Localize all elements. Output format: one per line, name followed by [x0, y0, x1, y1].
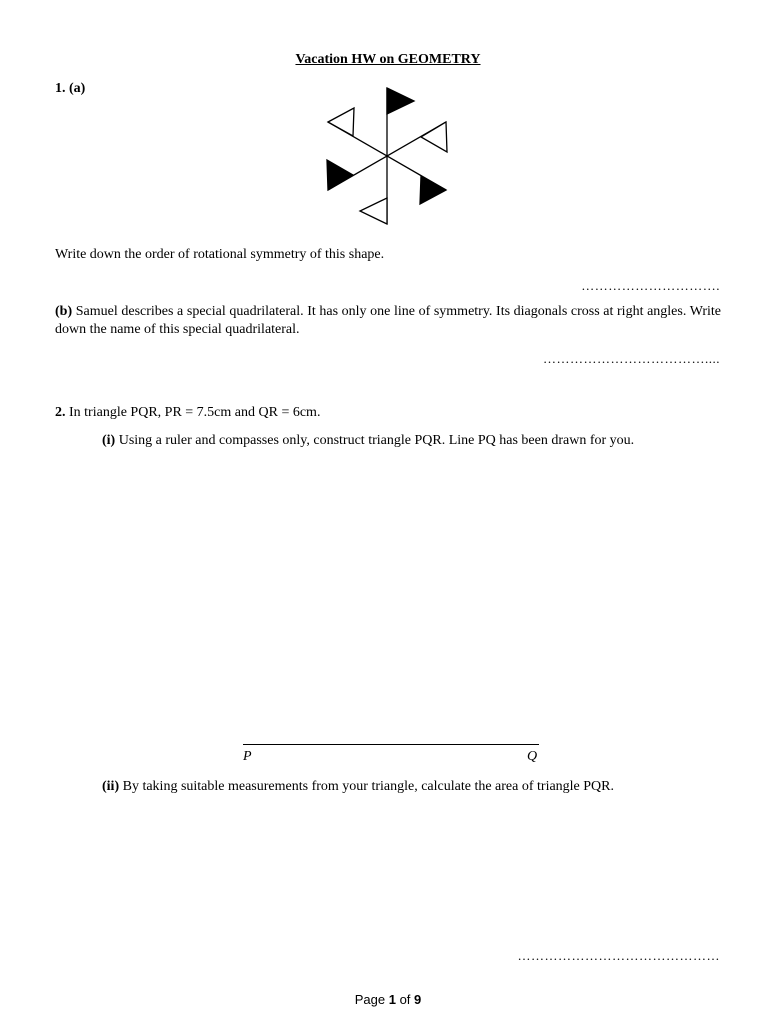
page-number: [0, 992, 768, 1007]
question-2i-body: Using a ruler and compasses only, construct triangle PQR. Line PQ has been drawn for you.: [118, 433, 635, 448]
question-2-intro: [55, 404, 320, 422]
question-2i-text: [102, 432, 634, 450]
question-2i-label: (i): [102, 433, 116, 448]
page-title: Vacation HW on GEOMETRY: [295, 52, 481, 67]
question-1b-label: (b): [55, 304, 73, 319]
question-1b-text: [55, 303, 721, 339]
page-current: 1: [388, 992, 396, 1007]
question-2-intro-text: In triangle PQR, PR = 7.5cm and QR = 6cm.: [69, 405, 321, 420]
page-of: of: [399, 992, 411, 1007]
answer-line-2ii[interactable]: ………………………………………: [517, 948, 720, 963]
answer-line-1b[interactable]: ………………………………....: [543, 351, 720, 366]
line-pq: [243, 744, 539, 745]
question-2ii-body: By taking suitable measurements from your triangle, calculate the area of triangle PQR.: [122, 779, 615, 794]
question-2ii-text: [102, 778, 614, 796]
question-2-label: 2.: [55, 405, 66, 420]
point-q-label: Q: [527, 749, 538, 764]
page-prefix: Page: [354, 992, 386, 1007]
question-1-label: 1. (a): [55, 81, 86, 96]
question-2ii-label: (ii): [102, 779, 120, 794]
point-p-label: P: [243, 749, 252, 764]
answer-line-1a[interactable]: ………………………….: [581, 278, 720, 293]
rotational-symmetry-figure: [318, 82, 458, 230]
page-total: 9: [414, 992, 422, 1007]
question-1a-text: Write down the order of rotational symmetry of this shape.: [55, 247, 385, 262]
question-1b-body: Samuel describes a special quadrilateral. It has only one line of symmetry. Its diagonals cross at right angles. Write down the name of this special quadrilateral.: [55, 304, 722, 337]
